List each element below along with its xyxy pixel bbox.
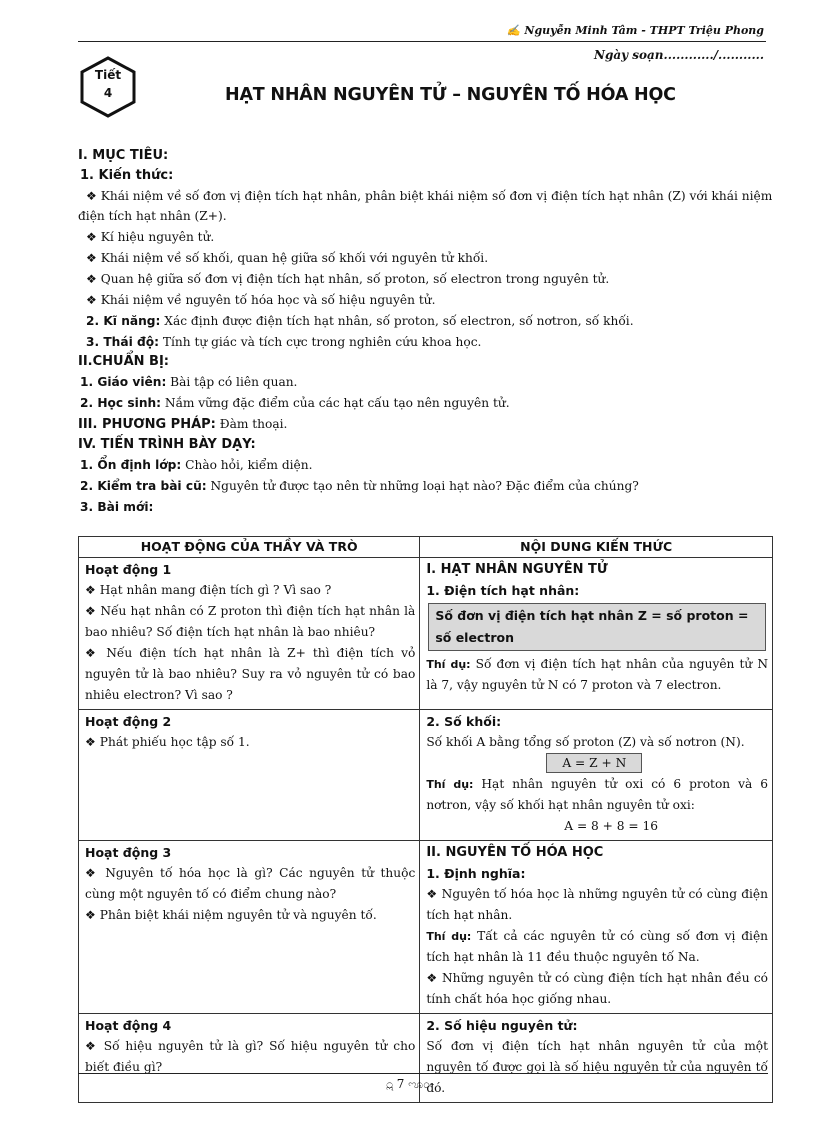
page-title: HẠT NHÂN NGUYÊN TỬ – NGUYÊN TỐ HÓA HỌC — [225, 85, 676, 105]
objectives-heading: I. MỤC TIÊU: — [78, 148, 169, 163]
footer-divider — [78, 1073, 768, 1074]
prep-teacher-label: 1. Giáo viên: — [80, 375, 167, 389]
subsection-title: 2. Số khối: — [426, 714, 502, 729]
prep-student-label: 2. Học sinh: — [80, 396, 162, 410]
activity-title: Hoạt động 4 — [85, 1018, 172, 1033]
knowledge-item-1: ❖ Khái niệm về số đơn vị điện tích hạt nhân, phân biệt khái niệm số đơn vị điện tích hạt nhân (Z) với khái niệm — [86, 189, 773, 203]
prep-teacher-line — [80, 375, 297, 389]
attitude-text: Tính tự giác và tích cực trong nghiên cứu khoa học. — [158, 335, 482, 349]
prep-student-line — [80, 396, 510, 410]
example-text — [426, 926, 768, 968]
lesson-number: 4 — [103, 86, 113, 100]
activity-item: ❖ Nếu điện tích hạt nhân là Z+ thì điện tích vỏ nguyên tử là bao nhiêu? Suy ra vỏ nguyên tử có bao nhiêu electron? Vì sao ? — [85, 646, 416, 702]
example-label: Thí dụ: — [426, 658, 471, 671]
activity-item: ❖ Phát phiếu học tập số 1. — [85, 735, 250, 749]
example-body: Hạt nhân nguyên tử oxi có 6 proton và 6 nơtron, vậy số khối hạt nhân nguyên tử oxi: — [426, 777, 768, 812]
example-label: Thí dụ: — [426, 778, 474, 791]
section-title: II. NGUYÊN TỐ HÓA HỌC — [426, 845, 604, 860]
table-row — [79, 558, 773, 710]
prep-student-text: Nắm vững đặc điểm của các hạt cấu tạo nên nguyên tử. — [161, 396, 510, 410]
procedure-heading: IV. TIẾN TRÌNH BÀY DẠY: — [78, 437, 256, 452]
header-date: Ngày soạn............/........... — [593, 48, 764, 62]
activity-cell-3 — [79, 841, 420, 1014]
procedure-step-1 — [80, 458, 313, 472]
content-cell-1 — [420, 558, 773, 710]
activity-title: Hoạt động 3 — [85, 845, 172, 860]
section-title: I. HẠT NHÂN NGUYÊN TỬ — [426, 562, 608, 577]
knowledge-item-1-cont: điện tích hạt nhân (Z+). — [78, 209, 227, 223]
example-text — [426, 654, 768, 696]
example-body: Tất cả các nguyên tử có cùng số đơn vị điện tích hạt nhân là 11 đều thuộc nguyên tố Na. — [426, 929, 769, 964]
content-cell-2 — [420, 710, 773, 841]
subsection-title: 1. Định nghĩa: — [426, 866, 526, 881]
activity-item: ❖ Phân biệt khái niệm nguyên tử và nguyên tố. — [85, 908, 377, 922]
example-text — [426, 774, 768, 816]
procedure-step-2-text: Nguyên tử được tạo nên từ những loại hạt nào? Đặc điểm của chúng? — [206, 479, 639, 493]
knowledge-item-4: ❖ Quan hệ giữa số đơn vị điện tích hạt nhân, số proton, số electron trong nguyên tử. — [86, 272, 610, 286]
procedure-step-2-label: 2. Kiểm tra bài cũ: — [80, 479, 207, 493]
activity-item: ❖ Nếu hạt nhân có Z proton thì điện tích hạt nhân là bao nhiêu? Số điện tích hạt nhân là bao nhiêu? — [85, 604, 416, 639]
header-divider — [78, 41, 766, 42]
prep-teacher-text: Bài tập có liên quan. — [166, 375, 298, 389]
activity-title: Hoạt động 1 — [85, 562, 172, 577]
activity-item: ❖ Số hiệu nguyên tử là gì? Số hiệu nguyên tử cho biết điều gì? — [85, 1039, 416, 1074]
example-body: Số đơn vị điện tích hạt nhân của nguyên tử N là 7, vậy nguyên tử N có 7 proton và 7 electron. — [426, 657, 768, 692]
table-header-content: NỘI DUNG KIẾN THỨC — [420, 537, 773, 558]
subsection-title: 1. Điện tích hạt nhân: — [426, 583, 580, 598]
definition-box: Số đơn vị điện tích hạt nhân Z = số proton = số electron — [428, 603, 766, 651]
procedure-step-2 — [80, 479, 639, 493]
calculation: A = 8 + 8 = 16 — [564, 819, 658, 833]
lesson-label: Tiết — [94, 68, 122, 82]
lesson-table — [78, 536, 773, 1103]
knowledge-item-5: ❖ Khái niệm về nguyên tố hóa học và số hiệu nguyên tử. — [86, 293, 436, 307]
content-text: Số đơn vị điện tích hạt nhân nguyên tử của một nguyên tố được gọi là số hiệu nguyên tử của nguyên tố đó. — [426, 1039, 768, 1095]
content-cell-3 — [420, 841, 773, 1014]
skills-text: Xác định được điện tích hạt nhân, số proton, số electron, số nơtron, số khối. — [160, 314, 634, 328]
table-row — [79, 710, 773, 841]
attitude-label: 3. Thái độ: — [86, 335, 159, 349]
activity-item: ❖ Hạt nhân mang điện tích gì ? Vì sao ? — [85, 583, 332, 597]
method-label: III. PHƯƠNG PHÁP: — [78, 417, 216, 432]
lesson-badge — [80, 66, 136, 102]
knowledge-heading: 1. Kiến thức: — [80, 168, 174, 183]
activity-title: Hoạt động 2 — [85, 714, 172, 729]
skills-label: 2. Kĩ năng: — [86, 314, 161, 328]
subsection-title: 2. Số hiệu nguyên tử: — [426, 1018, 578, 1033]
content-text: ❖ Nguyên tố hóa học là những nguyên tử có cùng điện tích hạt nhân. — [426, 887, 768, 922]
content-text: ❖ Những nguyên tử có cùng điện tích hạt nhân đều có tính chất hóa học giống nhau. — [426, 971, 768, 1006]
method-line — [78, 417, 287, 432]
activity-cell-1 — [79, 558, 420, 710]
attitude-line — [86, 335, 481, 349]
page-number: ೧ೢ 7 ೡ೦ — [386, 1077, 430, 1091]
knowledge-item-3: ❖ Khái niệm về số khối, quan hệ giữa số khối với nguyên tử khối. — [86, 251, 489, 265]
procedure-step-1-text: Chào hỏi, kiểm diện. — [181, 458, 313, 472]
table-header-activities: HOẠT ĐỘNG CỦA THẦY VÀ TRÒ — [79, 537, 420, 558]
procedure-step-3 — [80, 500, 153, 514]
procedure-step-1-label: 1. Ổn định lớp: — [80, 458, 182, 472]
activity-cell-2 — [79, 710, 420, 841]
header-author: ✍ Nguyễn Minh Tâm - THPT Triệu Phong — [506, 24, 764, 37]
table-row — [79, 841, 773, 1014]
procedure-step-3-label: 3. Bài mới: — [80, 500, 154, 514]
knowledge-item-2: ❖ Kí hiệu nguyên tử. — [86, 230, 215, 244]
activity-item: ❖ Nguyên tố hóa học là gì? Các nguyên tử thuộc cùng một nguyên tố có điểm chung nào? — [85, 866, 416, 901]
prep-heading: II.CHUẨN BỊ: — [78, 354, 169, 369]
content-text: Số khối A bằng tổng số proton (Z) và số nơtron (N). — [426, 735, 745, 749]
table-header-row — [79, 537, 773, 558]
example-label: Thí dụ: — [426, 930, 472, 943]
skills-line — [86, 314, 634, 328]
formula-box: A = Z + N — [546, 753, 642, 773]
method-text: Đàm thoại. — [215, 417, 288, 431]
